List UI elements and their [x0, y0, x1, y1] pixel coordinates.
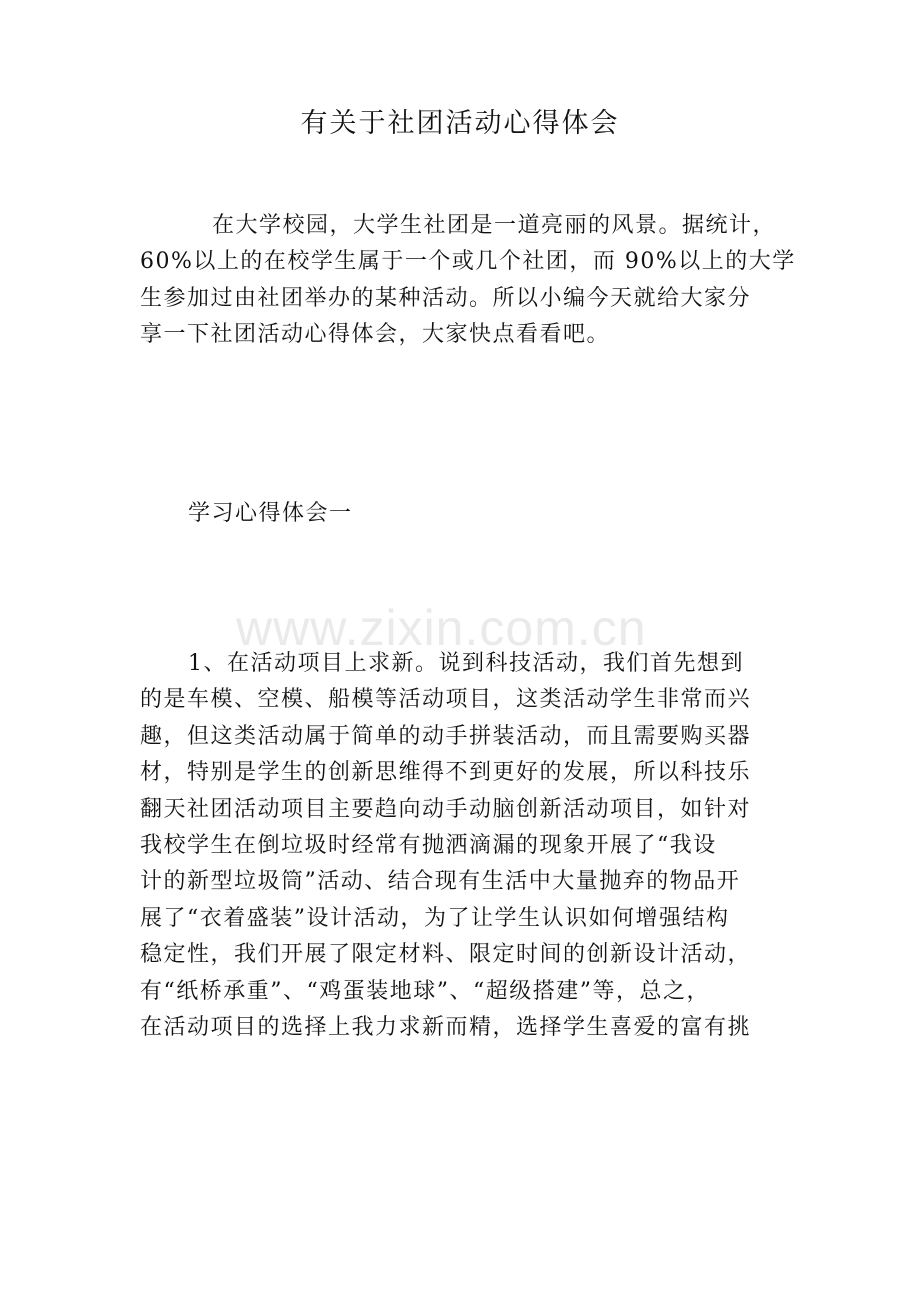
intro-line: 在大学校园，大学生社团是一道亮丽的风景。据统计，: [212, 213, 777, 238]
intro-paragraph: [140, 208, 796, 354]
body-line: 趣，但这类活动属于简单的动手拼装活动，而且需要购买器: [140, 723, 752, 749]
body-line: 展了“衣着盛装”设计活动，为了让学生认识如何增强结构: [140, 905, 730, 931]
body-line: 1、在活动项目上求新。说到科技活动，我们首先想到: [188, 651, 744, 676]
document-title: 有关于社团活动心得体会: [300, 108, 620, 139]
body-line: 的是车模、空模、船模等活动项目，这类活动学生非常而兴: [140, 687, 752, 713]
section-heading: 学习心得体会一: [188, 501, 353, 526]
intro-line: 享一下社团活动心得体会，大家快点看看吧。: [140, 322, 611, 348]
body-line: 材，特别是学生的创新思维得不到更好的发展，所以科技乐: [140, 760, 752, 786]
intro-line: 60%以上的在校学生属于一个或几个社团，而 90%以上的大学: [140, 249, 796, 275]
body-line: 在活动项目的选择上我力求新而精，选择学生喜爱的富有挑: [140, 1015, 752, 1041]
body-line: 有“纸桥承重”、“鸡蛋装地球”、“超级搭建”等，总之，: [140, 978, 710, 1004]
body-line: 我校学生在倒垃圾时经常有抛洒滴漏的现象开展了“我设: [140, 833, 717, 859]
body-line: 翻天社团活动项目主要趋向动手动脑创新活动项目，如针对: [140, 796, 752, 822]
watermark: www.zixin.com.cn: [236, 600, 647, 656]
body-line: 计的新型垃圾筒”活动、结合现有生活中大量抛弃的物品开: [140, 869, 741, 895]
body-paragraph: [140, 646, 782, 1046]
intro-line: 生参加过由社团举办的某种活动。所以小编今天就给大家分: [140, 285, 752, 311]
body-line: 稳定性，我们开展了限定材料、限定时间的创新设计活动，: [140, 942, 752, 968]
